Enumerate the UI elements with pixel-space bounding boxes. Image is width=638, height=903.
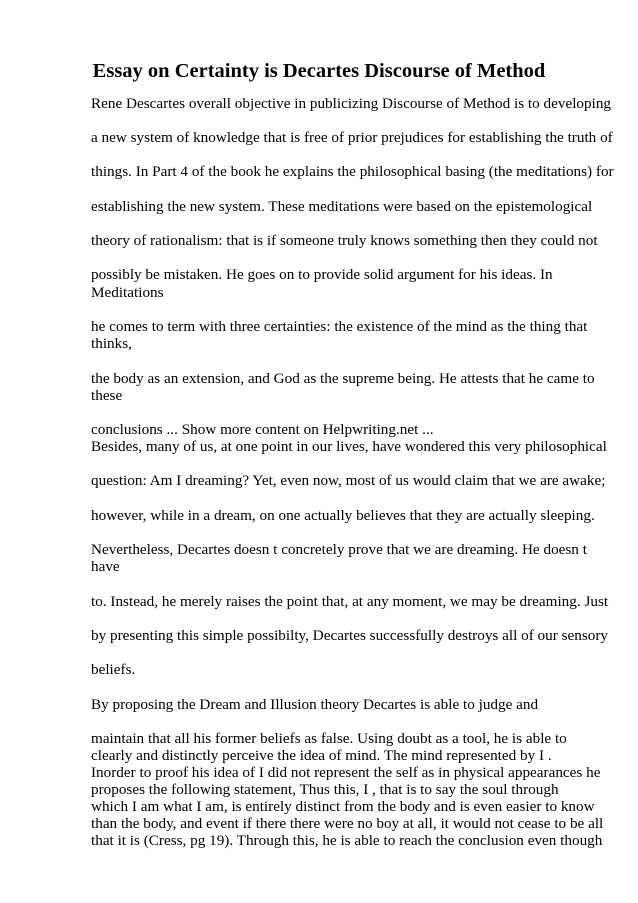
text-line: a new system of knowledge that is free of prior prejudices for establishing the truth of xyxy=(91,129,613,146)
text-line: Rene Descartes overall objective in publicizing Discourse of Method is to developing xyxy=(91,95,612,112)
text-line: Inorder to proof his idea of I did not represent the self as in physical appearances he xyxy=(91,764,601,781)
text-line: Besides, many of us, at one point in our lives, have wondered this very philosophical xyxy=(91,438,607,455)
text-line: proposes the following statement, Thus this, I , that is to say the soul through xyxy=(91,781,559,798)
text-line: theory of rationalism: that is if someone truly knows something then they could not xyxy=(91,232,598,249)
text-line: By proposing the Dream and Illusion theory Decartes is able to judge and xyxy=(91,696,539,713)
text-line: establishing the new system. These meditations were based on the epistemological xyxy=(91,198,593,215)
text-line: beliefs. xyxy=(91,661,136,678)
text-line: the body as an extension, and God as the supreme being. He attests that he came to xyxy=(91,370,595,387)
text-line: Meditations xyxy=(91,284,164,301)
text-line: possibly be mistaken. He goes on to provide solid argument for his ideas. In xyxy=(91,266,553,283)
text-line: that it is (Cress, pg 19). Through this, he is able to reach the conclusion even though xyxy=(91,832,603,849)
text-line: clearly and distinctly perceive the idea of mind. The mind represented by I . xyxy=(91,747,552,764)
text-line: things. In Part 4 of the book he explains the philosophical basing (the meditations) for xyxy=(91,163,614,180)
text-line: maintain that all his former beliefs as false. Using doubt as a tool, he is able to xyxy=(91,730,567,747)
text-line: which I am what I am, is entirely distinct from the body and is even easier to know xyxy=(91,798,595,815)
text-line: thinks, xyxy=(91,335,132,352)
text-line: than the body, and event if there there were no boy at all, it would not cease to be all xyxy=(91,815,604,832)
text-line: however, while in a dream, on one actually believes that they are actually sleeping. xyxy=(91,507,595,524)
text-line: by presenting this simple possibilty, Decartes successfully destroys all of our sensory xyxy=(91,627,608,644)
text-line: conclusions ... Show more content on Helpwriting.net ... xyxy=(91,421,434,438)
text-line: question: Am I dreaming? Yet, even now, most of us would claim that we are awake; xyxy=(91,472,606,489)
text-line: to. Instead, he merely raises the point that, at any moment, we may be dreaming. Just xyxy=(91,593,609,610)
text-line: Nevertheless, Decartes doesn t concretely prove that we are dreaming. He doesn t xyxy=(91,541,587,558)
text-line: these xyxy=(91,387,123,404)
text-line: he comes to term with three certainties: the existence of the mind as the thing that xyxy=(91,318,588,335)
document-title: Essay on Certainty is Decartes Discourse of Method xyxy=(92,60,546,82)
text-line: have xyxy=(91,558,120,575)
